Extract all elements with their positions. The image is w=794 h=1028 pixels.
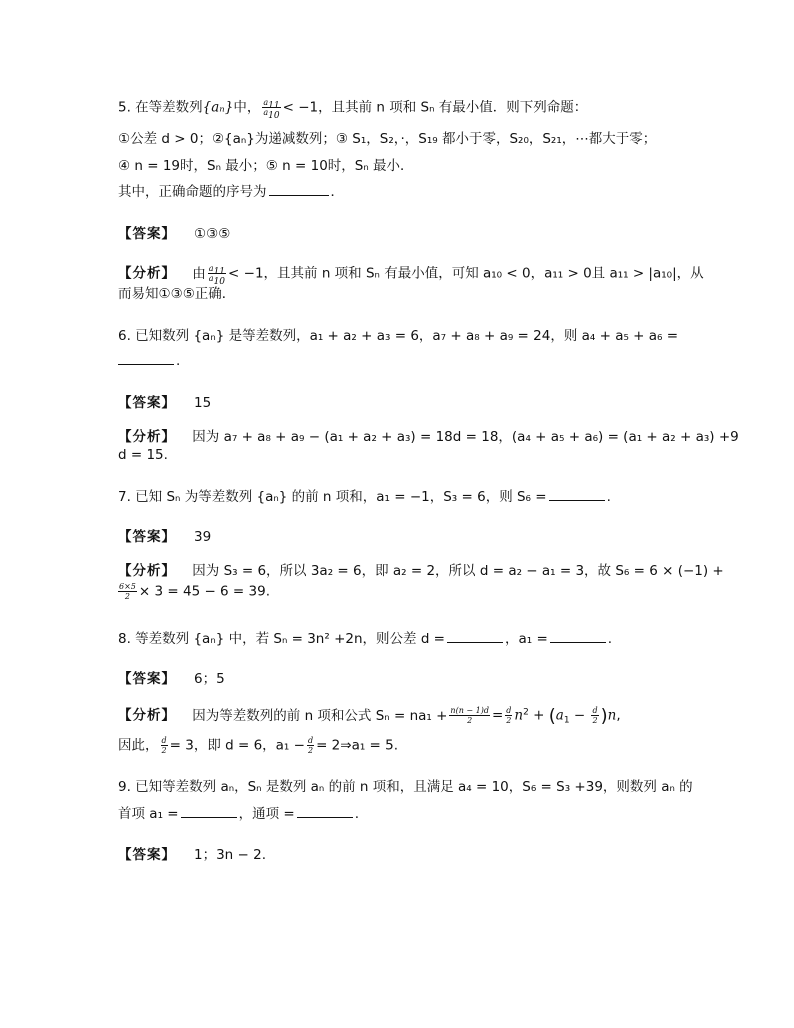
q5-stem-line1 bbox=[118, 98, 676, 121]
q7-stem-line: 7. 已知 Sₙ 为等差数列 {aₙ} 的前 n 项和，a₁ = −1，S₃ = 6，则 S₆ = . bbox=[118, 489, 611, 505]
q6-stem-line1: 6. 已知数列 {aₙ} 是等差数列，a₁ + a₂ + a₃ = 6，a₇ + a₈ + a₉ = 24，则 a₄ + a₅ + a₆ = bbox=[118, 328, 679, 344]
q6-answer: 15 bbox=[194, 395, 212, 411]
answer-tag: 【答案】 bbox=[118, 395, 176, 411]
answer-blank bbox=[181, 805, 237, 818]
answer-tag: 【答案】 bbox=[118, 671, 176, 687]
analysis-tag: 【分析】 bbox=[118, 563, 176, 579]
q9-stem-line1: 9. 已知等差数列 aₙ，Sₙ 是数列 aₙ 的前 n 项和，且满足 a₄ = 10，S₆ = S₃ +39，则数列 aₙ 的 bbox=[118, 779, 693, 795]
q5-answer: ①③⑤ bbox=[194, 226, 231, 242]
answer-blank bbox=[549, 488, 605, 501]
q7-analysis-line1 bbox=[118, 562, 724, 580]
q9-answer: 1；3n − 2. bbox=[194, 847, 267, 863]
q5-stem-line4: 其中，正确命题的序号为 ． bbox=[118, 184, 344, 200]
q8-analysis-text2: = 3，即 d = 6，a₁ − bbox=[169, 737, 305, 754]
q5-analysis-fraction: $\frac{a_{11}}{a_{10}}$ bbox=[208, 264, 226, 287]
q5-analysis-text: < −1，且其前 n 项和 Sₙ 有最小值，可知 a₁₀ < 0，a₁₁ > 0且 a₁₁ > |a₁₀|，从 bbox=[228, 265, 704, 282]
q9-answer-line bbox=[118, 846, 676, 864]
q8-fraction-d2: $\frac{d}{2}$ bbox=[161, 736, 167, 755]
q8-fraction-d: $\frac{d}{2}$ bbox=[506, 706, 512, 725]
q6-analysis-line1 bbox=[118, 428, 739, 446]
q8-answer-line bbox=[118, 670, 676, 688]
q6-stem-line2: . bbox=[118, 352, 676, 370]
q8-analysis-text: 因为等差数列的前 n 项和公式 Sₙ = na₁ + bbox=[192, 707, 448, 724]
answer-tag: 【答案】 bbox=[118, 529, 176, 545]
q7-answer-line bbox=[118, 528, 676, 546]
q7-analysis-text2: × 3 = 45 − 6 = 39. bbox=[138, 583, 271, 600]
q7-stem: 7. 已知 Sₙ 为等差数列 {aₙ} 的前 n 项和，a₁ = −1，S₃ = 6，则 S₆ = bbox=[118, 489, 547, 505]
q8-analysis-text3: = 2⇒a₁ = 5. bbox=[316, 737, 399, 754]
answer-blank bbox=[447, 630, 503, 643]
analysis-tag: 【分析】 bbox=[118, 429, 176, 445]
q6-answer-line bbox=[118, 394, 676, 412]
q8-stem-line: 8. 等差数列 {aₙ} 中，若 Sₙ = 3n² +2n，则公差 d = ，a₁ = . bbox=[118, 631, 613, 647]
q7-analysis-text: 因为 S₃ = 6，所以 3a₂ = 6，即 a₂ = 2，所以 d = a₂ − a₁ = 3，故 S₆ = 6 × (−1) + bbox=[192, 563, 724, 579]
q8-fraction-sum: $\frac{n(n - 1)d}{2}$ bbox=[450, 706, 489, 725]
q5-stem-mid: 中， bbox=[233, 99, 261, 116]
q8-fraction-half: $\frac{d}{2}$ bbox=[592, 706, 598, 725]
q5-stem-tail: < −1，且其前 n 项和 Sₙ 有最小值．则下列命题： bbox=[282, 99, 588, 116]
answer-blank bbox=[118, 352, 174, 365]
q5-analysis-line1: 【分析】 由 $\frac{a_{11}}{a_{10}}$ < −1，且其前 n 项和 Sₙ 有最小值，可知 a₁₀ < 0，a₁₁ > 0且 a₁₁ > |a₁₀|，从 bbox=[118, 264, 704, 287]
q6-analysis-text: 因为 a₇ + a₈ + a₉ − (a₁ + a₂ + a₃) = 18d = 18，(a₄ + a₅ + a₆) = (a₁ + a₂ + a₃) +9 bbox=[192, 429, 739, 445]
q5-analysis-line2: 而易知①③⑤正确． bbox=[118, 286, 236, 302]
answer-blank bbox=[297, 805, 353, 818]
q5-answer-line bbox=[118, 225, 676, 243]
q9-stem-b: ，通项 = bbox=[238, 806, 295, 822]
answer-blank bbox=[550, 630, 606, 643]
q5-stem-line3: ④ n = 19时，Sₙ 最小；⑤ n = 10时，Sₙ 最小． bbox=[118, 158, 414, 174]
q7-fraction: $\frac{6\times 5}{2}$ bbox=[119, 582, 136, 601]
answer-tag: 【答案】 bbox=[118, 226, 176, 242]
answer-blank bbox=[269, 183, 329, 196]
analysis-tag: 【分析】 bbox=[118, 265, 176, 282]
q5-stem-head: 5. 在等差数列 bbox=[118, 99, 203, 116]
analysis-tag: 【分析】 bbox=[118, 707, 176, 724]
q6-analysis-line2: d = 15. bbox=[118, 447, 168, 463]
q7-analysis-line2 bbox=[118, 582, 676, 601]
q5-sequence: {aₙ} bbox=[202, 99, 234, 116]
answer-tag: 【答案】 bbox=[118, 847, 176, 863]
q8-therefore: 因此， bbox=[118, 737, 159, 754]
q5-prompt: 其中，正确命题的序号为 bbox=[118, 184, 267, 200]
q8-analysis-line2 bbox=[118, 736, 676, 755]
q7-answer: 39 bbox=[194, 529, 212, 545]
q9-stem-line2: 首项 a₁ = ，通项 = . bbox=[118, 806, 359, 822]
q9-stem-a: 首项 a₁ = bbox=[118, 806, 179, 822]
q8-fraction-d3: $\frac{d}{2}$ bbox=[307, 736, 314, 755]
q8-answer: 6；5 bbox=[194, 671, 225, 687]
q8-analysis-line1: 【分析】 因为等差数列的前 n 项和公式 Sₙ = na₁ + $\frac{n(n - 1)d}{2}$ = $\frac{d}{2}$ $n^2 + (a_1$ − $\frac{d}{2}$ )n, bbox=[118, 705, 621, 727]
q5-fraction: $\frac{a_{11}}{a_{10}}$ bbox=[263, 98, 280, 121]
q5-stem-line2: ①公差 d > 0；②{aₙ}为递减数列；③ S₁，S₂，·，S₁₉ 都小于零，S₂₀，S₂₁，⋯都大于零； bbox=[118, 131, 657, 147]
q8-stem-a: 8. 等差数列 {aₙ} 中，若 Sₙ = 3n² +2n，则公差 d = bbox=[118, 631, 445, 647]
q8-stem-b: ，a₁ = bbox=[505, 631, 548, 647]
